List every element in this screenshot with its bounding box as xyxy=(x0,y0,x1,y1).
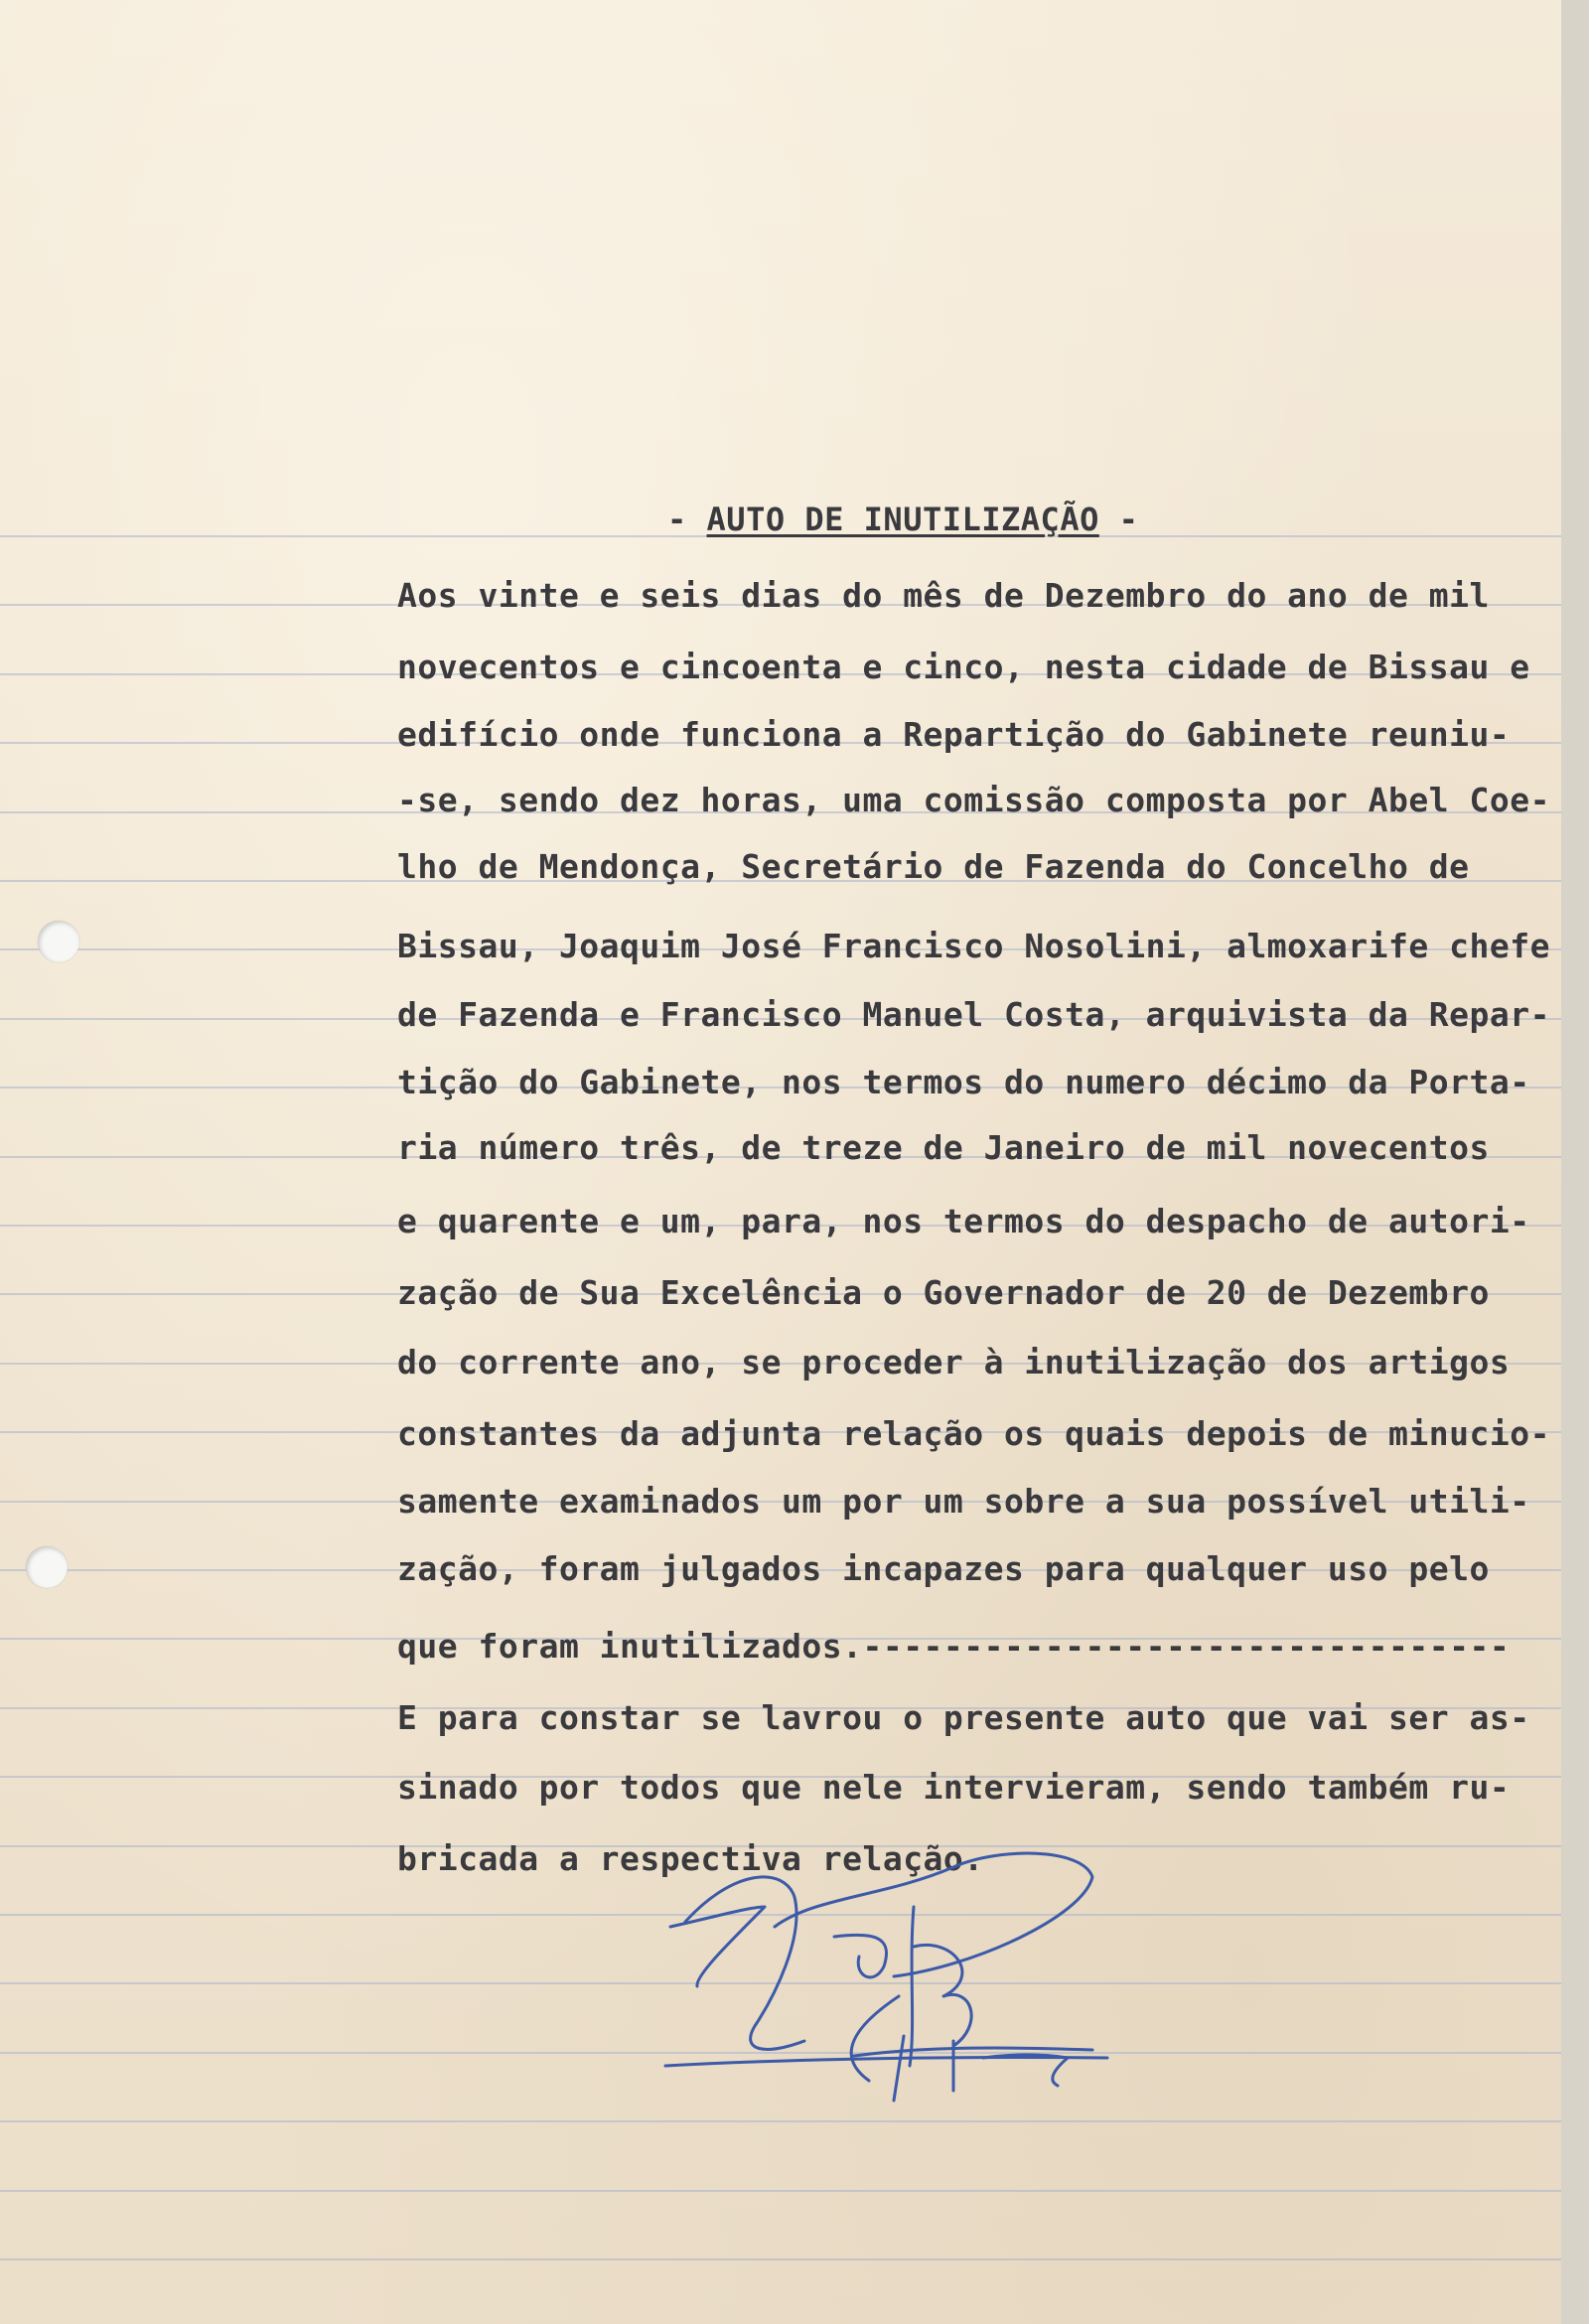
body-line-17: E para constar se lavrou o presente auto que vai ser as- xyxy=(397,1698,1530,1737)
body-line-7: de Fazenda e Francisco Manuel Costa, arquivista da Repar- xyxy=(397,995,1550,1034)
body-line-9: ria número três, de treze de Janeiro de mil novecentos xyxy=(397,1128,1490,1167)
body-line-1: Aos vinte e seis dias do mês de Dezembro do ano de mil xyxy=(397,576,1490,615)
punch-hole-top xyxy=(38,921,79,962)
body-line-5: lho de Mendonça, Secretário de Fazenda do Concelho de xyxy=(397,847,1470,886)
body-line-18: sinado por todos que nele intervieram, sendo também ru- xyxy=(397,1768,1511,1807)
body-line-19: bricada a respectiva relação. xyxy=(397,1839,984,1878)
body-line-13: constantes da adjunta relação os quais depois de minucio- xyxy=(397,1414,1550,1453)
body-line-15: zação, foram julgados incapazes para qualquer uso pelo xyxy=(397,1549,1490,1588)
body-line-6: Bissau, Joaquim José Francisco Nosolini, almoxarife chefe xyxy=(397,927,1550,965)
body-line-8: tição do Gabinete, nos termos do numero décimo da Porta- xyxy=(397,1063,1530,1101)
scan-background-edge xyxy=(1561,0,1589,2324)
handwritten-signature xyxy=(655,1827,1112,2125)
body-line-12: do corrente ano, se proceder à inutilização dos artigos xyxy=(397,1343,1511,1381)
body-line-2: novecentos e cincoenta e cinco, nesta cidade de Bissau e xyxy=(397,648,1530,686)
body-line-14: samente examinados um por um sobre a sua possível utili- xyxy=(397,1482,1530,1521)
title-text: AUTO DE INUTILIZAÇÃO xyxy=(706,501,1099,538)
title-dash-left: - xyxy=(667,501,687,538)
punch-hole-bottom xyxy=(26,1546,68,1588)
body-line-16: que foram inutilizados.-------------------------------- xyxy=(397,1627,1511,1666)
title-dash-right: - xyxy=(1118,501,1139,538)
body-line-10: e quarente e um, para, nos termos do despacho de autori- xyxy=(397,1202,1530,1240)
body-line-11: zação de Sua Excelência o Governador de 20 de Dezembro xyxy=(397,1273,1490,1312)
body-line-3: edifício onde funciona a Repartição do Gabinete reuniu- xyxy=(397,715,1511,754)
document-title xyxy=(667,501,1138,538)
body-line-4: -se, sendo dez horas, uma comissão composta por Abel Coe- xyxy=(397,781,1550,819)
